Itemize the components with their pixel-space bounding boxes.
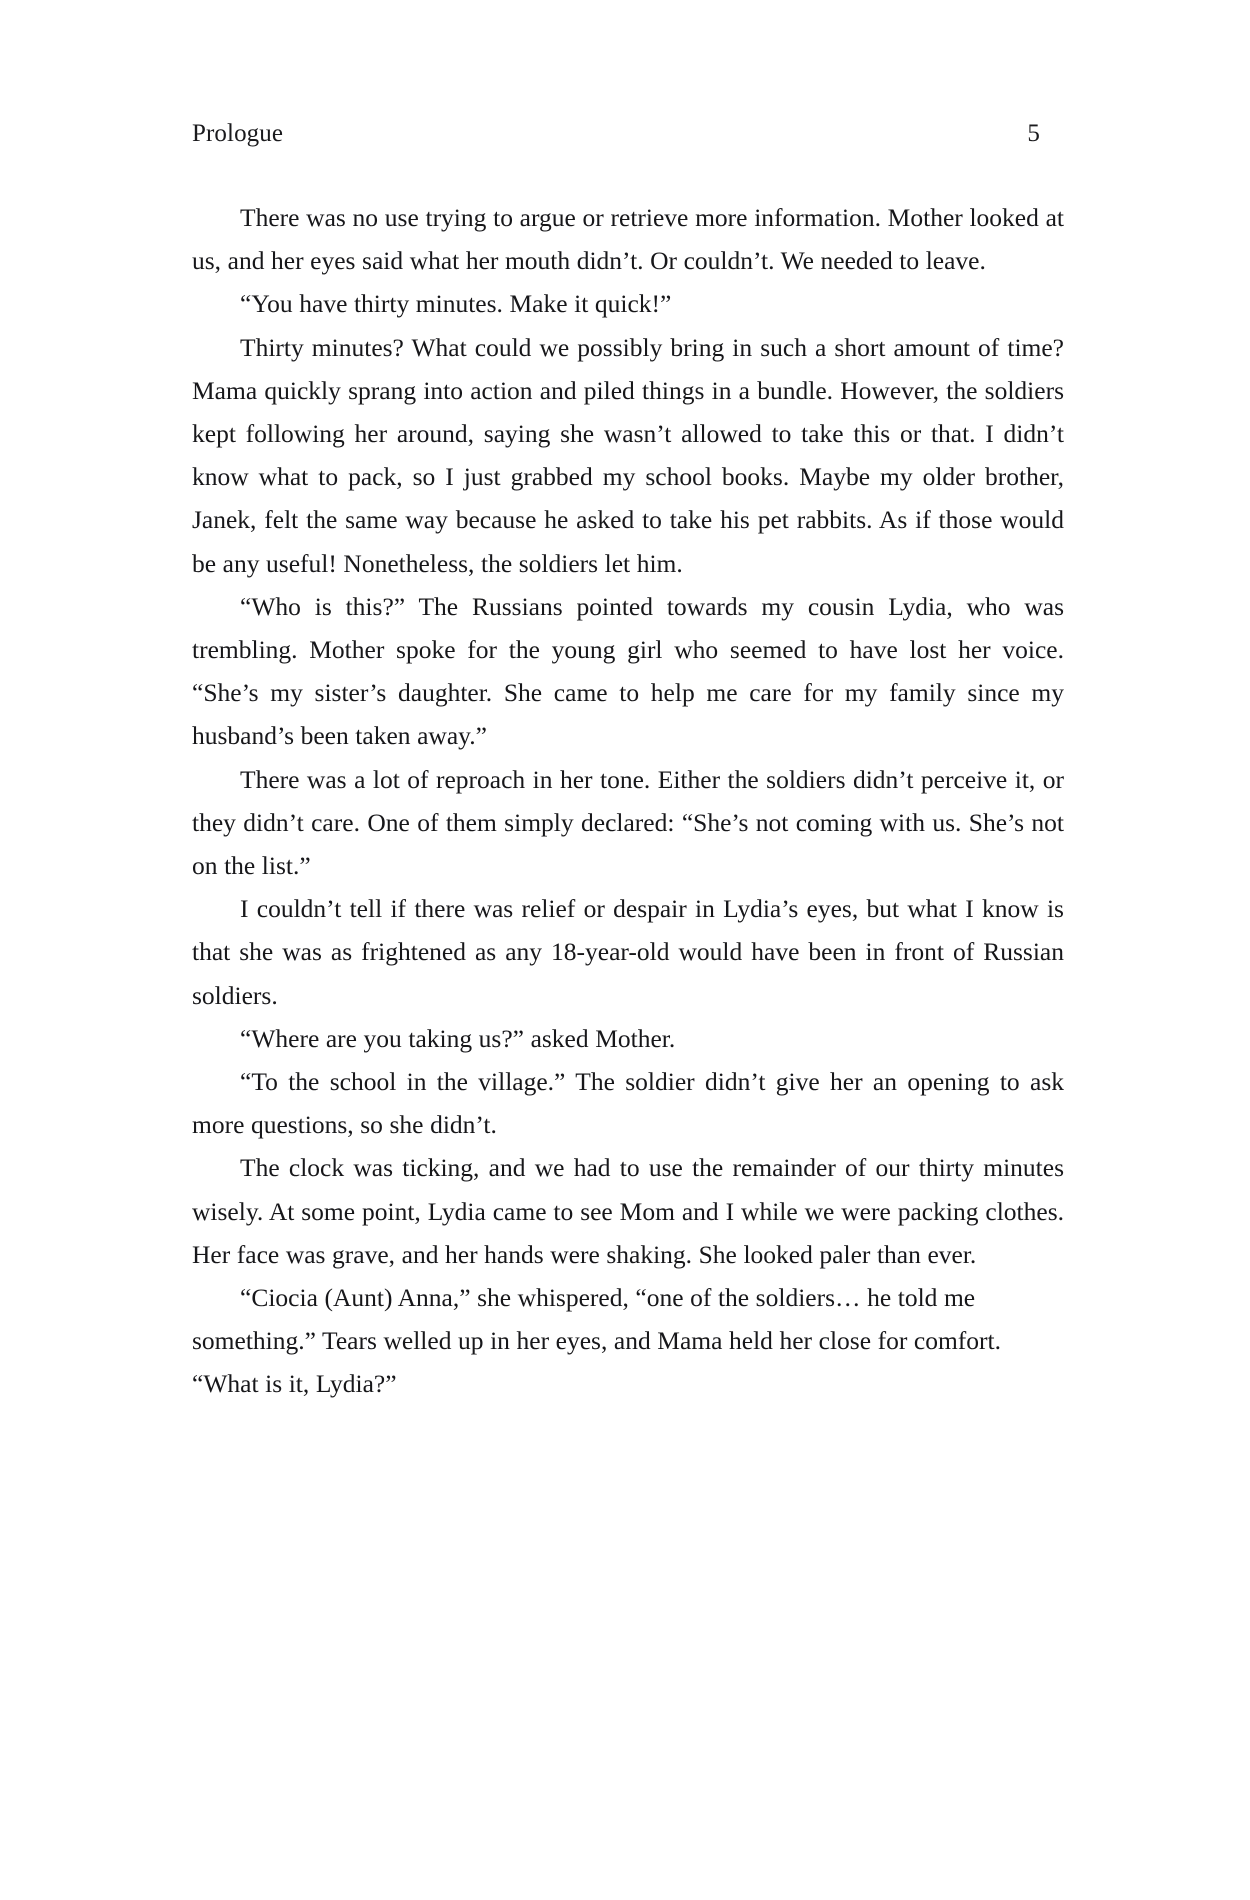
running-header-title: Prologue [192, 120, 284, 147]
body-paragraph: The clock was ticking, and we had to use the remainder of our thirty minutes wisely. At some point, Lydia came to see Mom and I while we were packing clothes. Her face was grave, and her hands were shaking. She looked paler than ever. [192, 1153, 1064, 1269]
running-header [192, 120, 1062, 160]
body-paragraph: “To the school in the village.” The soldier didn’t give her an opening to ask more questions, so she didn’t. [192, 1067, 1064, 1140]
body-paragraph: “Where are you taking us?” asked Mother. [240, 1023, 676, 1053]
body-paragraph: “Ciocia (Aunt) Anna,” she whispered, “one of the soldiers… he told me something.” Tears welled up in her eyes, and Mama held her close for comfort. “What is it, Lydia?” [192, 1283, 1002, 1399]
body-paragraph: Thirty minutes? What could we possibly bring in such a short amount of time? Mama quickly sprang into action and piled things in a bundle. However, the soldiers kept following her around, saying she wasn’t allowed to take this or that. I didn’t know what to pack, so I just grabbed my school books. Maybe my older brother, Janek, felt the same way because he asked to take his pet rabbits. As if those would be any useful! Nonetheless, the soldiers let him. [192, 332, 1064, 578]
body-paragraph: There was no use trying to argue or retrieve more information. Mother looked at us, and her eyes said what her mouth didn’t. Or couldn’t. We needed to leave. [192, 203, 1064, 276]
body-paragraph: “You have thirty minutes. Make it quick!” [240, 289, 672, 319]
body-paragraph: I couldn’t tell if there was relief or despair in Lydia’s eyes, but what I know is that she was as frightened as any 18-year-old would have been in front of Russian soldiers. [192, 894, 1064, 1010]
body-paragraph: There was a lot of reproach in her tone. Either the soldiers didn’t perceive it, or they didn’t care. One of them simply declared: “She’s not coming with us. She’s not on the list.” [192, 764, 1064, 881]
body-paragraph: “Who is this?” The Russians pointed towards my cousin Lydia, who was trembling. Mother spoke for the young girl who seemed to have lost her voice. “She’s my sister’s daughter. She came to help me care for my family since my husband’s been taken away.” [192, 591, 1064, 751]
body-text-block [192, 196, 1064, 1406]
page-number: 5 [1027, 120, 1040, 147]
